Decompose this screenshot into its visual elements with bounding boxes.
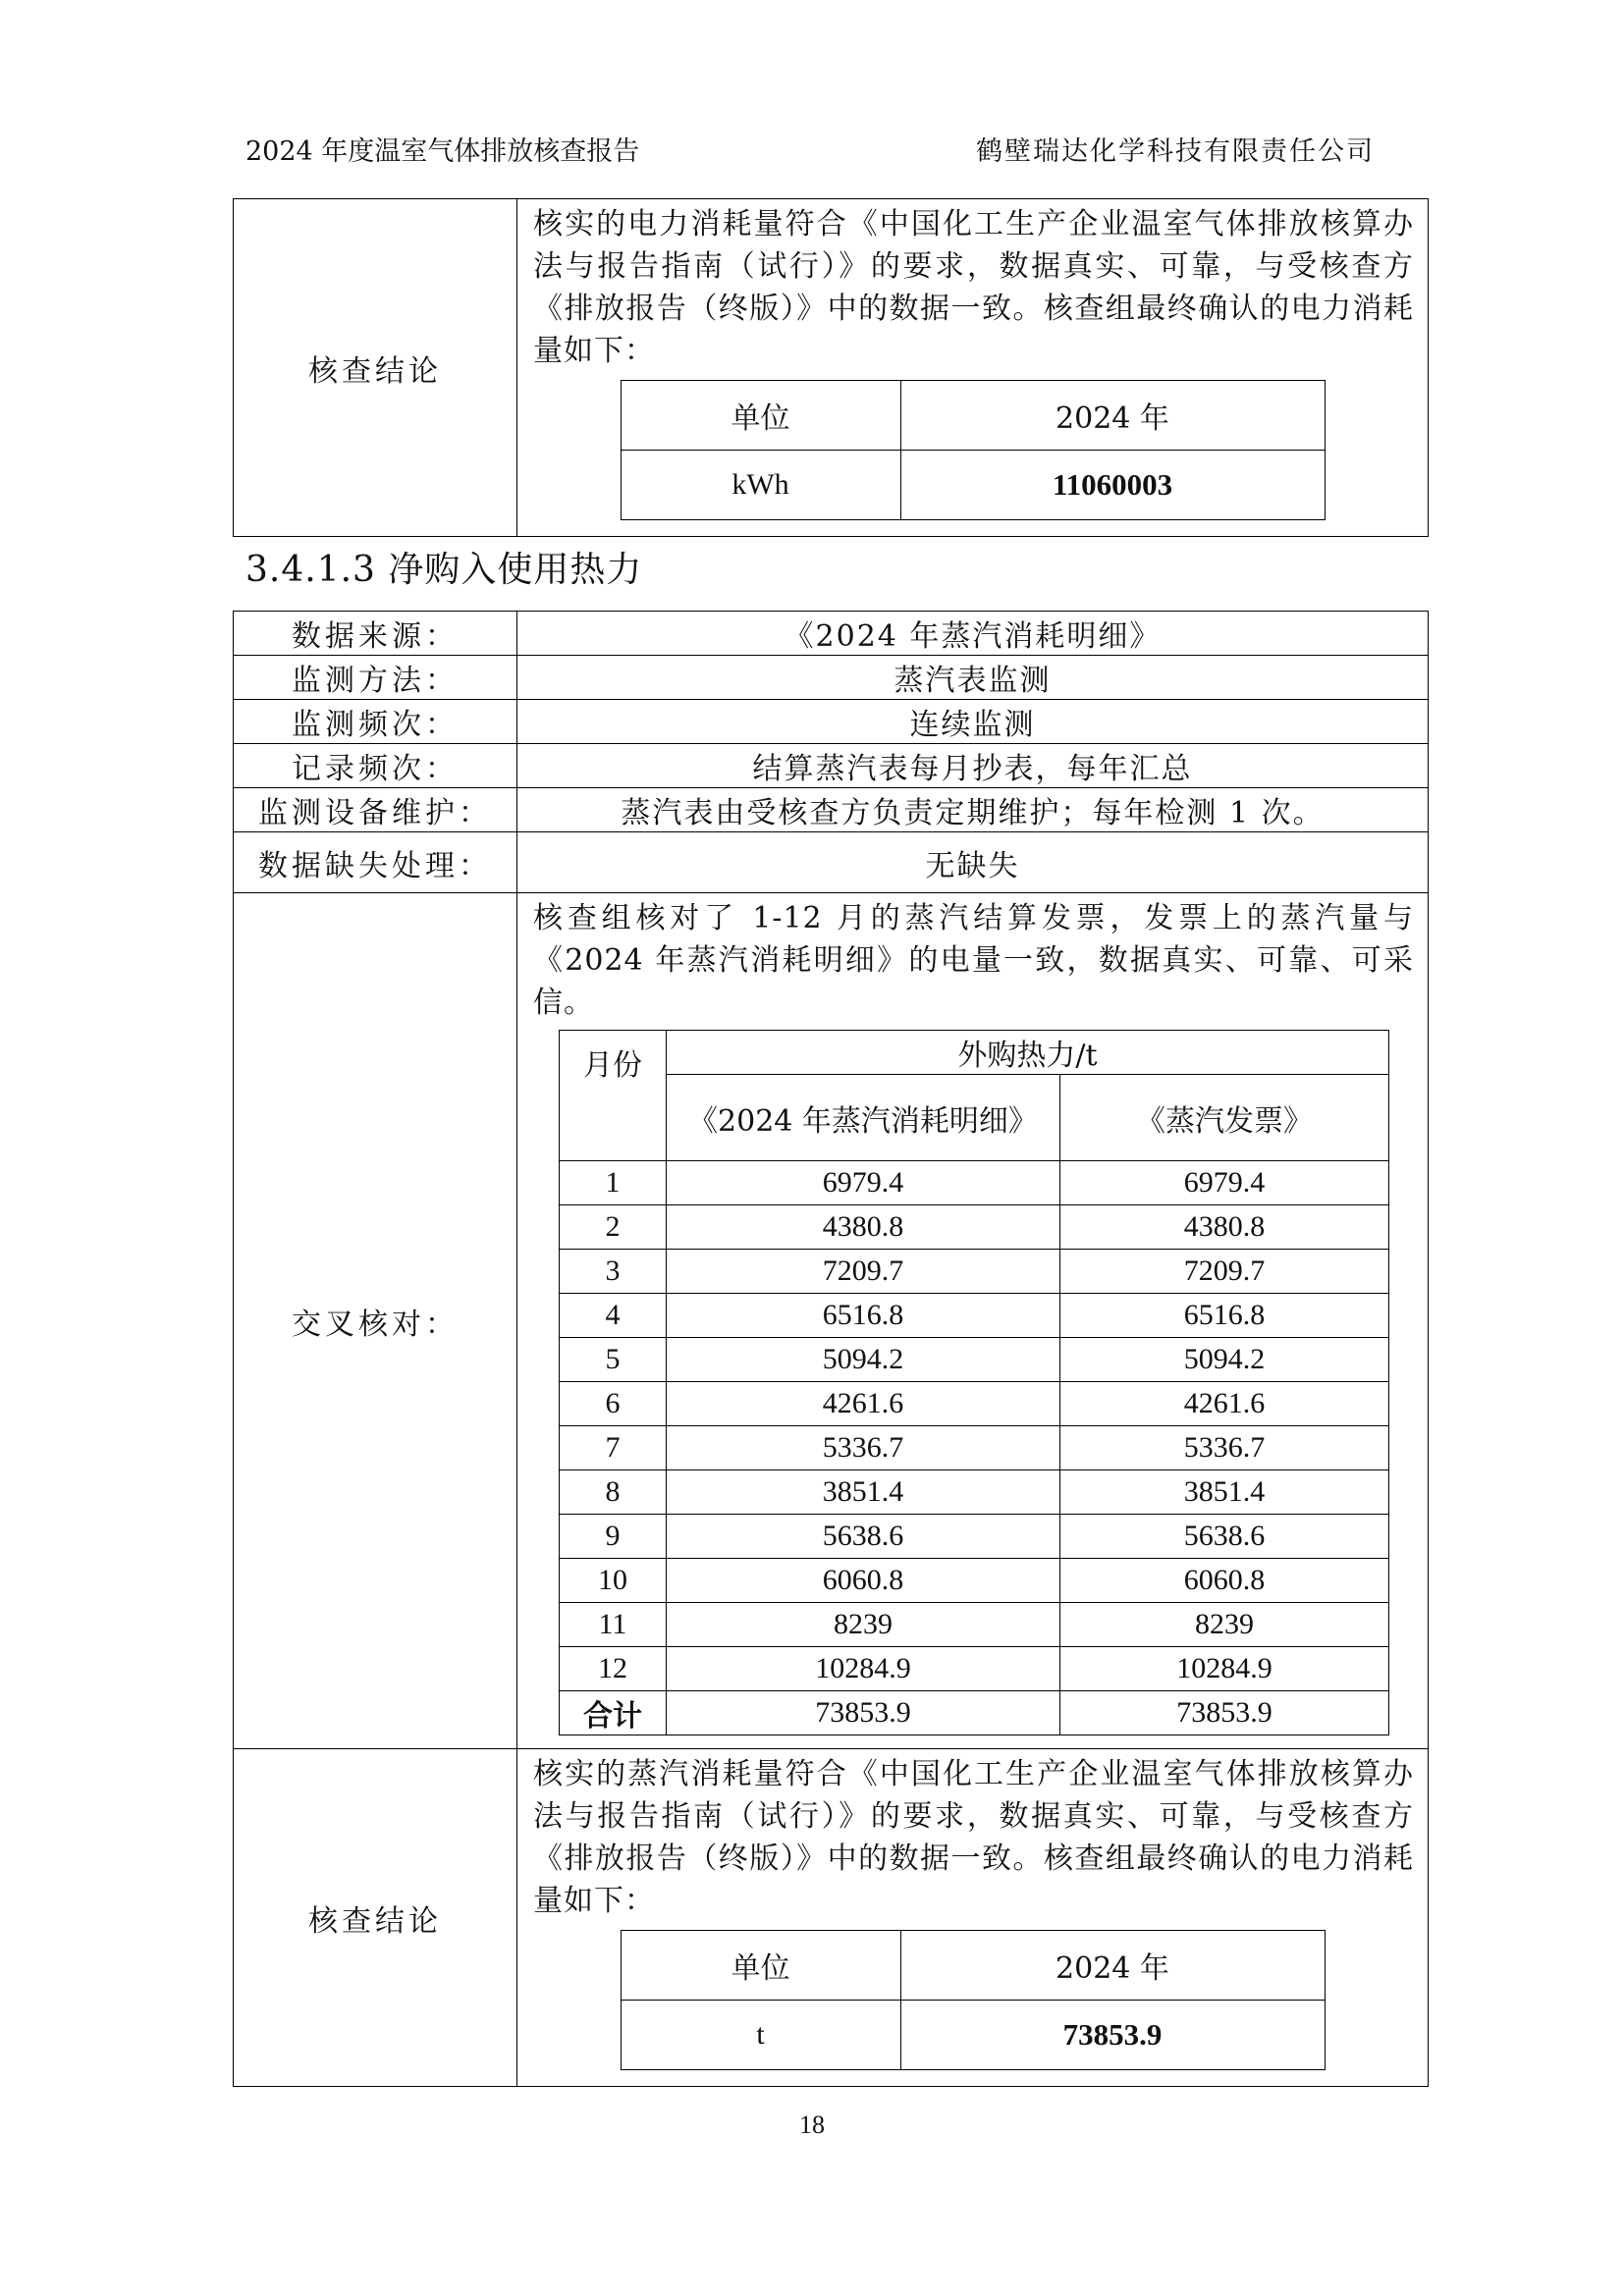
table-row: [560, 1338, 1389, 1382]
row-value: 连续监测: [517, 700, 1429, 744]
month-cell: 11: [560, 1603, 667, 1647]
table-row: [560, 1161, 1389, 1205]
ledger-cell: 6516.8: [667, 1294, 1060, 1338]
month-cell: 9: [560, 1515, 667, 1559]
row-label: 数据来源：: [234, 612, 517, 656]
table-row: [560, 1382, 1389, 1426]
purchased-heat-header: 外购热力/t: [667, 1031, 1389, 1075]
invoice-cell: 4261.6: [1060, 1382, 1389, 1426]
invoice-cell: 7209.7: [1060, 1250, 1389, 1294]
invoice-cell: 10284.9: [1060, 1647, 1389, 1691]
month-cell: 10: [560, 1559, 667, 1603]
conclusion-label: 核查结论: [234, 199, 517, 537]
month-header: 月份: [560, 1031, 667, 1161]
row-label: 监测频次：: [234, 700, 517, 744]
total-label: 合计: [560, 1691, 667, 1735]
invoice-cell: 6516.8: [1060, 1294, 1389, 1338]
table-row: [560, 1426, 1389, 1470]
ledger-cell: 8239: [667, 1603, 1060, 1647]
month-cell: 8: [560, 1470, 667, 1515]
result-header-unit: 单位: [621, 381, 900, 451]
ledger-cell: 6060.8: [667, 1559, 1060, 1603]
month-cell: 4: [560, 1294, 667, 1338]
invoice-cell: 4380.8: [1060, 1205, 1389, 1250]
electricity-conclusion-table: [233, 198, 1429, 537]
ledger-cell: 7209.7: [667, 1250, 1060, 1294]
ledger-cell: 5094.2: [667, 1338, 1060, 1382]
row-label: 监测设备维护：: [234, 788, 517, 832]
table-row: [560, 1647, 1389, 1691]
col-ledger-header: 《2024 年蒸汽消耗明细》: [667, 1075, 1060, 1161]
table-row: [560, 1250, 1389, 1294]
month-cell: 12: [560, 1647, 667, 1691]
heat-conclusion-cell: [517, 1749, 1429, 2087]
result-header-year: 2024 年: [900, 1931, 1325, 2001]
total-invoice: 73853.9: [1060, 1691, 1389, 1735]
heat-table: [233, 611, 1429, 2087]
row-label: 监测方法：: [234, 656, 517, 700]
result-value: 11060003: [900, 451, 1325, 520]
ledger-cell: 6979.4: [667, 1161, 1060, 1205]
total-ledger: 73853.9: [667, 1691, 1060, 1735]
ledger-cell: 5638.6: [667, 1515, 1060, 1559]
invoice-cell: 5638.6: [1060, 1515, 1389, 1559]
result-unit: kWh: [621, 451, 900, 520]
invoice-cell: 5336.7: [1060, 1426, 1389, 1470]
row-value: 《2024 年蒸汽消耗明细》: [517, 612, 1429, 656]
row-label: 数据缺失处理：: [234, 832, 517, 893]
result-header-year: 2024 年: [900, 381, 1325, 451]
month-cell: 7: [560, 1426, 667, 1470]
month-cell: 6: [560, 1382, 667, 1426]
table-row: [560, 1205, 1389, 1250]
cross-check-label: 交叉核对：: [234, 893, 517, 1749]
page-number: 18: [799, 2110, 825, 2139]
cross-check-text: 核查组核对了 1-12 月的蒸汽结算发票，发票上的蒸汽量与《2024 年蒸汽消耗明细》的电量一致，数据真实、可靠、可采信。: [533, 901, 1414, 1020]
report-title-header: 2024 年度温室气体排放核查报告: [245, 136, 640, 167]
page-header: [245, 130, 1375, 169]
table-row: [560, 1515, 1389, 1559]
ledger-cell: 10284.9: [667, 1647, 1060, 1691]
row-value: 蒸汽表监测: [517, 656, 1429, 700]
result-header-unit: 单位: [621, 1931, 900, 2001]
heat-result-table: [621, 1930, 1326, 2070]
row-value: 结算蒸汽表每月抄表，每年汇总: [517, 744, 1429, 788]
electricity-result-table: [621, 380, 1326, 520]
result-unit: t: [621, 2001, 900, 2070]
result-value: 73853.9: [900, 2001, 1325, 2070]
ledger-cell: 4261.6: [667, 1382, 1060, 1426]
table-row: [560, 1294, 1389, 1338]
row-value: 无缺失: [517, 832, 1429, 893]
heat-conclusion-label: 核查结论: [234, 1749, 517, 2087]
invoice-cell: 6979.4: [1060, 1161, 1389, 1205]
table-row: [560, 1470, 1389, 1515]
company-name-header: 鹤壁瑞达化学科技有限责任公司: [976, 136, 1375, 167]
conclusion-cell: [517, 199, 1429, 537]
conclusion-text: 核实的电力消耗量符合《中国化工生产企业温室气体排放核算办法与报告指南（试行）》的要求，数据真实、可靠，与受核查方《排放报告（终版）》中的数据一致。核查组最终确认的电力消耗量如下：: [533, 207, 1414, 368]
cross-check-cell: [517, 893, 1429, 1749]
month-cell: 2: [560, 1205, 667, 1250]
invoice-cell: 5094.2: [1060, 1338, 1389, 1382]
col-invoice-header: 《蒸汽发票》: [1060, 1075, 1389, 1161]
monthly-heat-table: [559, 1030, 1389, 1735]
section-title: 3.4.1.3 净购入使用热力: [245, 550, 643, 590]
invoice-cell: 3851.4: [1060, 1470, 1389, 1515]
invoice-cell: 8239: [1060, 1603, 1389, 1647]
table-row: [560, 1603, 1389, 1647]
table-row: [560, 1559, 1389, 1603]
month-cell: 5: [560, 1338, 667, 1382]
ledger-cell: 5336.7: [667, 1426, 1060, 1470]
invoice-cell: 6060.8: [1060, 1559, 1389, 1603]
row-label: 记录频次：: [234, 744, 517, 788]
month-cell: 3: [560, 1250, 667, 1294]
ledger-cell: 4380.8: [667, 1205, 1060, 1250]
heat-conclusion-text: 核实的蒸汽消耗量符合《中国化工生产企业温室气体排放核算办法与报告指南（试行）》的要求，数据真实、可靠，与受核查方《排放报告（终版）》中的数据一致。核查组最终确认的电力消耗量如下：: [533, 1757, 1414, 1918]
total-row: [560, 1691, 1389, 1735]
row-value: 蒸汽表由受核查方负责定期维护；每年检测 1 次。: [517, 788, 1429, 832]
ledger-cell: 3851.4: [667, 1470, 1060, 1515]
month-cell: 1: [560, 1161, 667, 1205]
